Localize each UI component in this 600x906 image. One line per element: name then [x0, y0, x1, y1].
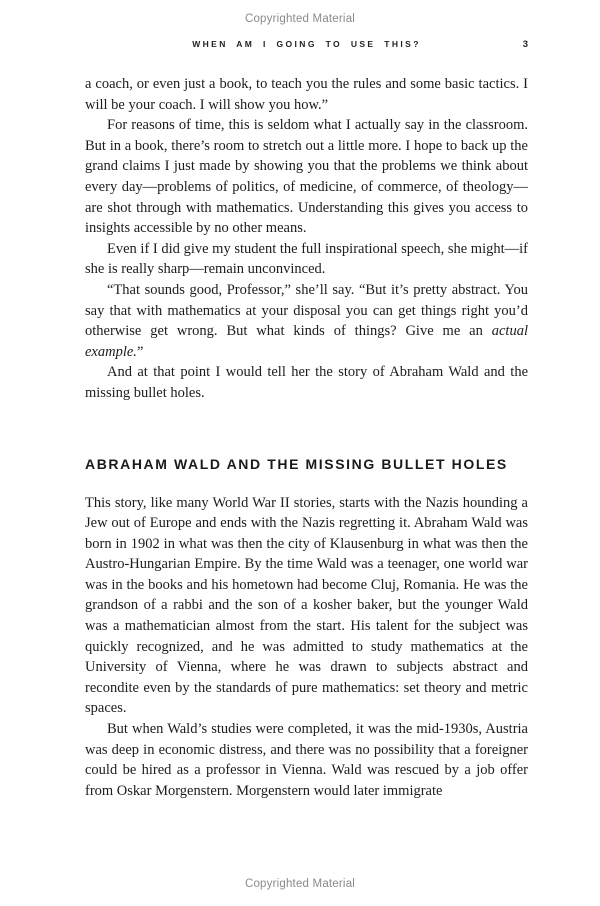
text-run: Even if I did give my student the full inspirational speech, she might—if she is really sharp—remain unconvinced. [85, 240, 528, 278]
page-header [85, 39, 528, 53]
body-text-block-1 [85, 74, 528, 404]
copyright-notice-bottom: Copyrighted Material [244, 878, 356, 890]
paragraph [85, 719, 528, 801]
page-number: 3 [522, 39, 528, 50]
paragraph [85, 115, 528, 239]
running-head: WHEN AM I GOING TO USE THIS? [192, 39, 421, 49]
text-run: But when Wald’s studies were completed, it was the mid-1930s, Austria was deep in economic distress, and there was no possibility that a foreigner could be hired as a professor in Vienna. Wald was rescued by a job offer from Oskar Morgenstern. Morgenstern would later immigrate [85, 721, 528, 799]
paragraph [85, 362, 528, 403]
text-column [85, 74, 528, 801]
italic-text-run: actual example. [85, 323, 528, 360]
copyright-notice-top: Copyrighted Material [244, 13, 356, 25]
section-heading: ABRAHAM WALD AND THE MISSING BULLET HOLES [85, 455, 508, 472]
text-run: And at that point I would tell her the story of Abraham Wald and the missing bullet holes. [85, 364, 528, 401]
text-run: ” [136, 343, 144, 360]
paragraph [85, 74, 528, 115]
text-run: a coach, or even just a book, to teach you the rules and some basic tactics. I will be your coach. I will show you how.” [85, 76, 528, 113]
paragraph [85, 239, 528, 280]
text-run: “That sounds good, Professor,” she’ll say. “But it’s pretty abstract. You say that with mathematics at your disposal you can get things right you’d otherwise get wrong. But what kinds of things? Give me an [85, 281, 528, 340]
text-run: This story, like many World War II stories, starts with the Nazis hounding a Jew out of Europe and ends with the Nazis regretting it. Abraham Wald was born in 1902 in what was then the city of Klausenburg in what was then the Austro-Hungarian Empire. By the time Wald was a teenager, one world war was in the books and his hometown had become Cluj, Romania. He was the grandson of a rabbi and the son of a kosher baker, but the younger Wald was a mathematician almost from the start. His talent for the subject was quickly recognized, and he was admitted to study mathematics at the University of Vienna, where he was drawn to subjects abstract and recondite even by the standards of pure mathematics: set theory and metric spaces. [85, 494, 528, 717]
text-run: For reasons of time, this is seldom what I actually say in the classroom. But in a book, there’s room to stretch out a little more. I hope to back up the grand claims I just made by showing you that the problems we think about every day—problems of politics, of medicine, of commerce, of theology—are shot through with mathematics. Understanding this gives you access to insights accessible by no other means. [85, 117, 528, 237]
paragraph [85, 280, 528, 362]
paragraph [85, 493, 528, 720]
body-text-block-2 [85, 493, 528, 802]
